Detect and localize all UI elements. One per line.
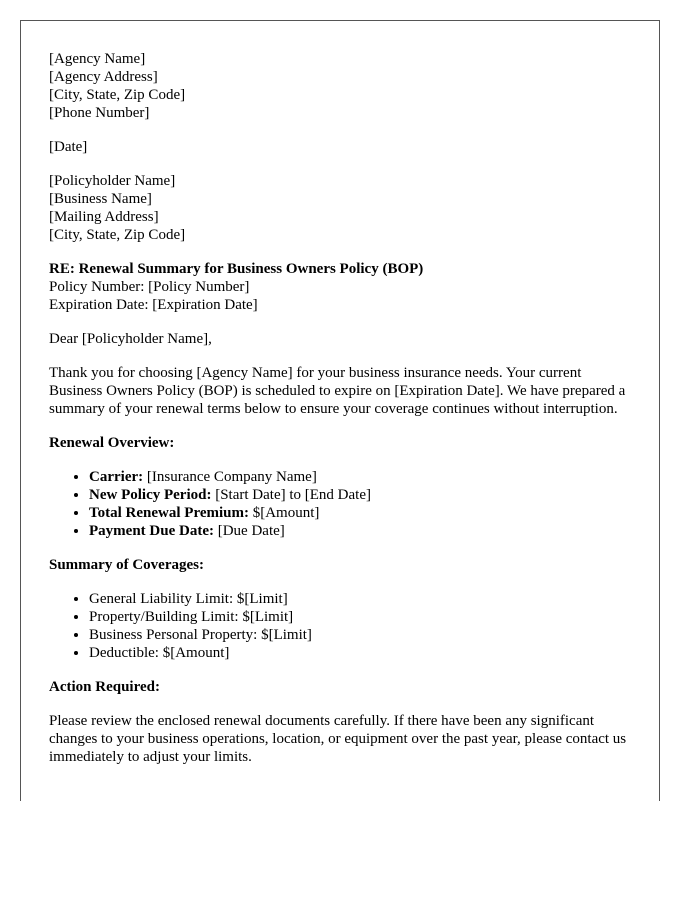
re-subject: RE: Renewal Summary for Business Owners Policy (BOP) — [49, 261, 424, 277]
recipient-block — [49, 172, 631, 244]
overview-label: New Policy Period: — [89, 487, 212, 503]
action-paragraph: Please review the enclosed renewal documents carefully. If there have been any significant changes to your business operations, location, or equipment over the past year, please contact us immediately to adjust your limits. — [49, 713, 627, 765]
action-heading: Action Required: — [49, 679, 160, 695]
salutation: Dear [Policyholder Name], — [49, 331, 212, 347]
list-item — [89, 504, 631, 522]
list-item — [89, 522, 631, 540]
agency-address: [Agency Address] — [49, 69, 158, 85]
overview-value: [Start Date] to [End Date] — [211, 487, 371, 503]
overview-value: [Due Date] — [213, 523, 285, 539]
expiration-date: Expiration Date: [Expiration Date] — [49, 297, 258, 313]
intro-paragraph: Thank you for choosing [Agency Name] for your business insurance needs. Your current Business Owners Policy (BOP) is scheduled to expire on [Expiration Date]. We have prepared a summary of your renewal terms below to ensure your coverage continues without interruption. — [49, 365, 626, 417]
letter-date: [Date] — [49, 139, 88, 155]
agency-phone: [Phone Number] — [49, 105, 150, 121]
recipient-business: [Business Name] — [49, 191, 152, 207]
list-item: • Deductible: $[Amount] — [89, 644, 631, 662]
list-item: • Property/Building Limit: $[Limit] — [89, 608, 631, 626]
overview-heading: Renewal Overview: — [49, 435, 175, 451]
agency-block — [49, 50, 631, 122]
list-item — [89, 486, 631, 504]
date-block — [49, 138, 631, 156]
policy-number: Policy Number: [Policy Number] — [49, 279, 250, 295]
recipient-city: [City, State, Zip Code] — [49, 227, 186, 243]
overview-value: $[Amount] — [248, 505, 320, 521]
coverages-heading: Summary of Coverages: — [49, 557, 204, 573]
list-item — [89, 468, 631, 486]
overview-label: Payment Due Date: — [89, 523, 214, 539]
recipient-policyholder: [Policyholder Name] — [49, 173, 176, 189]
re-block — [49, 260, 631, 314]
letter-page — [20, 20, 660, 801]
list-item: • Business Personal Property: $[Limit] — [89, 626, 631, 644]
recipient-mailing: [Mailing Address] — [49, 209, 159, 225]
overview-list — [49, 468, 631, 540]
agency-city: [City, State, Zip Code] — [49, 87, 186, 103]
coverages-list — [49, 590, 631, 662]
overview-label: Total Renewal Premium: — [89, 505, 249, 521]
overview-label: Carrier: — [89, 469, 144, 485]
agency-name: [Agency Name] — [49, 51, 146, 67]
overview-value: [Insurance Company Name] — [143, 469, 317, 485]
list-item: • General Liability Limit: $[Limit] — [89, 590, 631, 608]
